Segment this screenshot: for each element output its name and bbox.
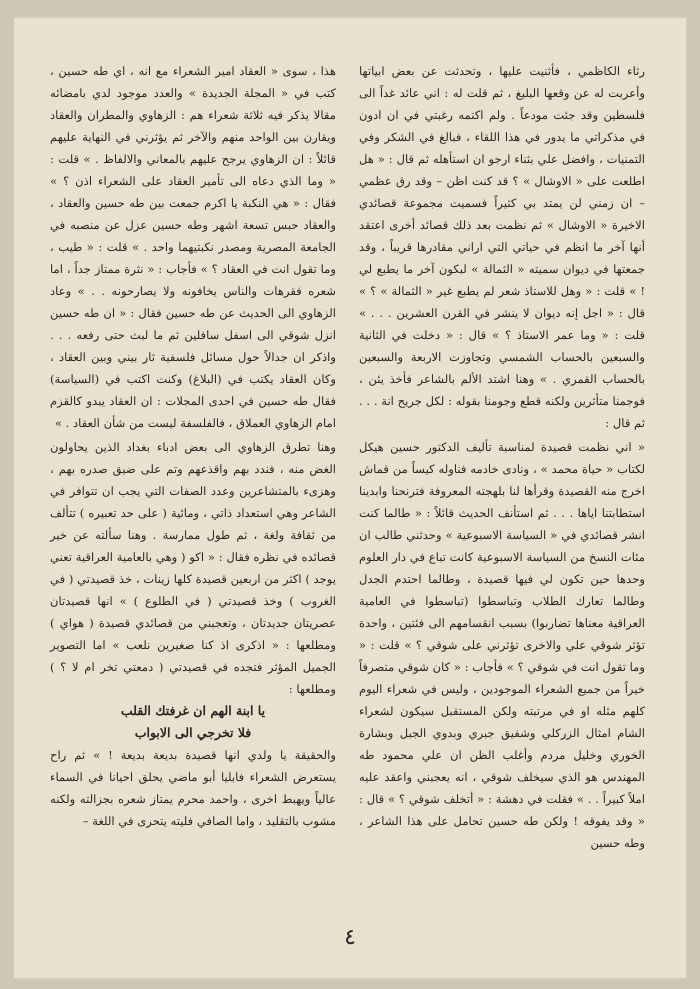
right-paragraph-2: « اني نظمت قصيدة لمناسبة تأليف الدكتور حسين هيكل لكتاب « حياة محمد » ، ونادى خادمه فناوله كيساً من قماش اخرج منه القصيدة وقرأها لنا بلهجته المعروفة فترنحنا وابدينا استطابتنا اياها . . . ثم استأنف الحديث قائلاً : « طالما كنت انشر قصائدي في « السياسة الاسبوعية » وحدثني طالب ان مئات النسخ من السياسة الاسبوعية كانت تباع في دار العلوم وحدها حين تكون لي فيها قصيدة ، وطالما احتدم الجدل وطالما تعارك الطلاب وتباسطوا (تباسطوا في العامية العراقية معناها تضاربوا) بسبب انقسامهم الى فئتين ، واحدة تؤثر شوقي علي والاخرى تؤثرني على شوقي ؟ » قلت : « وما تقول انت في شوقي ؟ » فأجاب : « كان شوقي متصرفاً خيراً من جميع الشعراء الموجودين ، وليس في شعراء اليوم كلهم مثله او في مرتبته ولكن المستقبل سيكون لشعراء الشام امثال الزركلي وشفيق جبري وبدوي الجبل وبشارة الخوري وخليل مردم وأغلب الظن ان علي محمود طه المهندس هو الذي سيخلف شوقي ، انه يعجبني واعقد عليه املاً كبيراً . . » فقلت في دهشة : « أتخلف شوقي ؟ » قال : « وقد يفوقه ! ولكن طه حسين تحامل على هذا الشاعر ، وطه حسين	[359, 440, 645, 850]
left-paragraph-2: وهنا تطرق الزهاوي الى بعض ادباء بغداد الذين يحاولون الغض منه ، فندد بهم واقذعهم وتم على ضيق صدره بهم ، وهزىء بالمتشاعرين وعدد الصفات التي يجب ان تتوافر في الشاعر وهي استعداد ذاتي ، ومائية ( على حد تعبيره ) تتألف من ثقافة ولغة ، ثم طول ممارسة . وهنا سألته عن خير قصائده في نظره فقال : « اكو ( وهي بالعامية العراقية تعني يوجد ) اكثر من اربعين قصيدة كلها زينات ، خذ قصيدتي ( في الغروب ) وخذ قصيدتي ( في الطلوع ) » انها قصيدتان عصريتان جديدتان ، وتعجبني من قصائدي قصيدة ( هواي ) ومطلعها : « اذكرى اذ كنا صغيرين نلعب » اما التصوير الجميل المؤثر فتجده في قصيدتي ( دمعتي تخر ام لا ؟ ) ومطلعها :	[50, 440, 336, 696]
page-number: ٤	[344, 925, 356, 950]
page	[14, 18, 686, 978]
left-column	[50, 60, 336, 832]
right-paragraph-1: رثاء الكاظمي ، فأثنيت عليها ، وتحدثت عن بعض ابياتها وأعربت له عن وقعها البليغ ، ثم قلت له : اني عائد غداً الى فلسطين وقد جئت مودعاً . ولم اكتمه رغبتي في ان ادون في مذكراتي ما يدور في هذا اللقاء ، فبالغ في الشكر وفي التمنيات ، وافضل علي بثناء ارجو ان استأهله ثم قال : « هل اطلعت على « الاوشال » ؟ قد كنت اظن – وقد رق عظمي – ان زمني لن يمتد بي كثيراً فسميت مجموعة قصائدي الاخيرة « الاوشال » ثم نظمت بعد ذلك قصائد أخرى اعتقد أنها آخر ما انظم في حياتي التي اراني مقادرها قريباً ، وقد جمعتها في ديوان سميته « الثمالة » لبكون آخر ما يطبع لي ! » قلت : « وهل للاستاذ شعر لم يطبع غير « الثمالة » ؟ » قال : « اجل إنه ديوان لا ينشر في القرن العشرين . . . » قلت : « وما عمر الاستاذ ؟ » قال : « دخلت في الثانية والسبعين بالحساب الشمسي وتجاوزت الاربعة والسبعين بالحساب القمري . » وهنا اشتد الألم بالشاعر فأخذ يئن ، فوجمنا متأثرين ولكنه قطع وجومنا بقوله : لكل جريح انة . . . ثم قال :	[359, 64, 645, 430]
left-paragraph-3: والحقيقة يا ولدي انها قصيدة بديعة بديعة ! » ثم راح يستعرض الشعراء فابليا أبو ماضي يحلق احيانا في السماء عالياً ويهبط اخرى ، واحمد محرم يمتاز شعره بجزالته ولكنه مشوب بالتقليد ، واما الصافي فليته يتحرى في اللغة –	[50, 748, 336, 828]
left-paragraph-1: هذا ، سوى « العقاد امير الشعراء مع انه ، اي طه حسين ، كتب في « المجلة الجديدة » والعدد موجود لدي بامضائه مقالا يذكر فيه ثلاثة شعراء هم : الزهاوي والمطران والعقاد ويقارن بين الواحد منهم والآخر ثم يؤثرني في النهاية عليهم قائلاً : ان الزهاوي يرجح عليهم بالمعاني والالفاظ . » قلت : « وما الذي دعاه الى تأمير العقاد على الشعراء اذن ؟ » فقال : « هي النكبة يا اكرم جمعت بين طه حسين والعقاد ، والعقاد حبس تسعة اشهر وطه حسين عزل عن منصبه في الجامعة المصرية ومصدر نكبتيهما واحد . » قلت : « طيب ، وما تقول انت في العقاد ؟ » فأجاب : « نثرة ممتاز جداً ، اما شعره فقرهات والناس يخافونه ولا يصارحونه . . » وعاد الزهاوي الى الحديث عن طه حسين فقال : « ان طه حسين انزل شوقي الى اسفل سافلين ثم ما لبث حتى رفعه . . . واذكر ان جدالاً حول مسائل فلسفية ثار بيني وبين العقاد ، وكان العقاد يكتب في (البلاغ) وكنت اكتب في (السياسة) فقال طه حسين في احدى المجلات : ان العقاد يبدو كالقزم امام الزهاوي العملاق ، فالفلسفة ليست من شأن العقاد . »	[50, 64, 336, 430]
verse-line-2: فلا تخرجي الى الابواب	[134, 725, 252, 740]
right-column	[359, 60, 645, 854]
verse-line-1: يا ابنة الهم ان غرفتك القلب	[120, 703, 266, 718]
